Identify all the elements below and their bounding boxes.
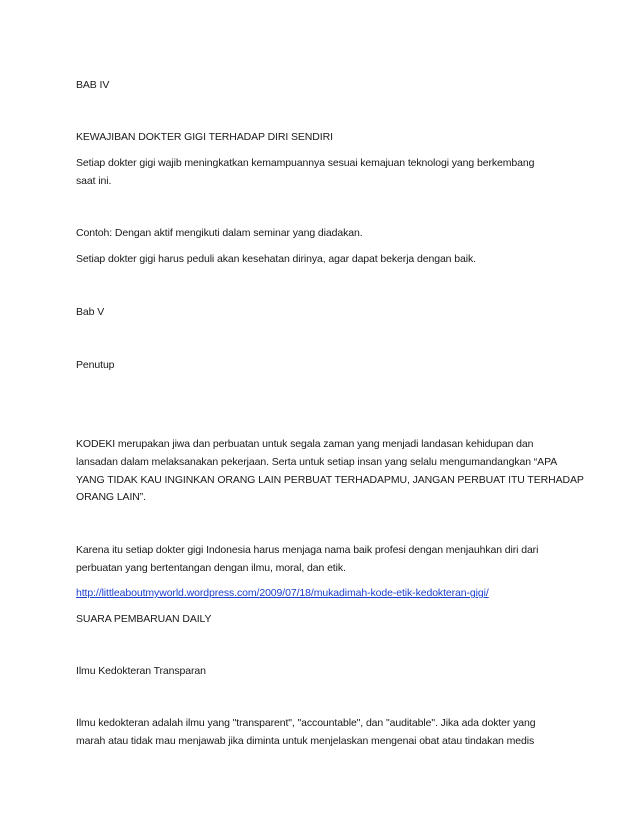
- source-name: SUARA PEMBARUAN DAILY: [76, 613, 212, 625]
- chapter-heading-bab-iv: BAB IV: [76, 79, 110, 91]
- paragraph-line: marah atau tidak mau menjawab jika diminta untuk menjelaskan mengenai obat atau tindakan medis: [76, 735, 535, 747]
- example-text: Contoh: Dengan aktif mengikuti dalam seminar yang diadakan.: [76, 227, 363, 239]
- chapter-heading-bab-v: Bab V: [76, 306, 105, 318]
- section-title: KEWAJIBAN DOKTER GIGI TERHADAP DIRI SENDIRI: [76, 131, 333, 143]
- paragraph-line: ORANG LAIN”.: [76, 491, 146, 503]
- paragraph-line: KODEKI merupakan jiwa dan perbuatan untuk segala zaman yang menjadi landasan kehidupan dan: [76, 438, 534, 450]
- paragraph-line: Ilmu kedokteran adalah ilmu yang "transparent", "accountable", dan "auditable". Jika ada dokter yang: [76, 717, 536, 729]
- closing-title: Penutup: [76, 359, 115, 371]
- article-title: Ilmu Kedokteran Transparan: [76, 665, 206, 677]
- paragraph-line: Setiap dokter gigi harus peduli akan kesehatan dirinya, agar dapat bekerja dengan baik.: [76, 253, 476, 265]
- paragraph-line: Setiap dokter gigi wajib meningkatkan kemampuannya sesuai kemajuan teknologi yang berkembang: [76, 157, 535, 169]
- paragraph-line: perbuatan yang bertentangan dengan ilmu, moral, dan etik.: [76, 562, 346, 574]
- source-link[interactable]: http://littleaboutmyworld.wordpress.com/2009/07/18/mukadimah-kode-etik-kedokteran-gigi/: [76, 587, 489, 599]
- paragraph-line: YANG TIDAK KAU INGINKAN ORANG LAIN PERBUAT TERHADAPMU, JANGAN PERBUAT ITU TERHADAP: [76, 474, 584, 486]
- source-link-line: [76, 586, 489, 600]
- paragraph-line: Karena itu setiap dokter gigi Indonesia harus menjaga nama baik profesi dengan menjauhkan diri dari: [76, 544, 539, 556]
- paragraph-line: lansadan dalam melaksanakan pekerjaan. Serta untuk setiap insan yang selalu mengumandangkan “APA: [76, 456, 558, 468]
- paragraph-line: saat ini.: [76, 175, 112, 187]
